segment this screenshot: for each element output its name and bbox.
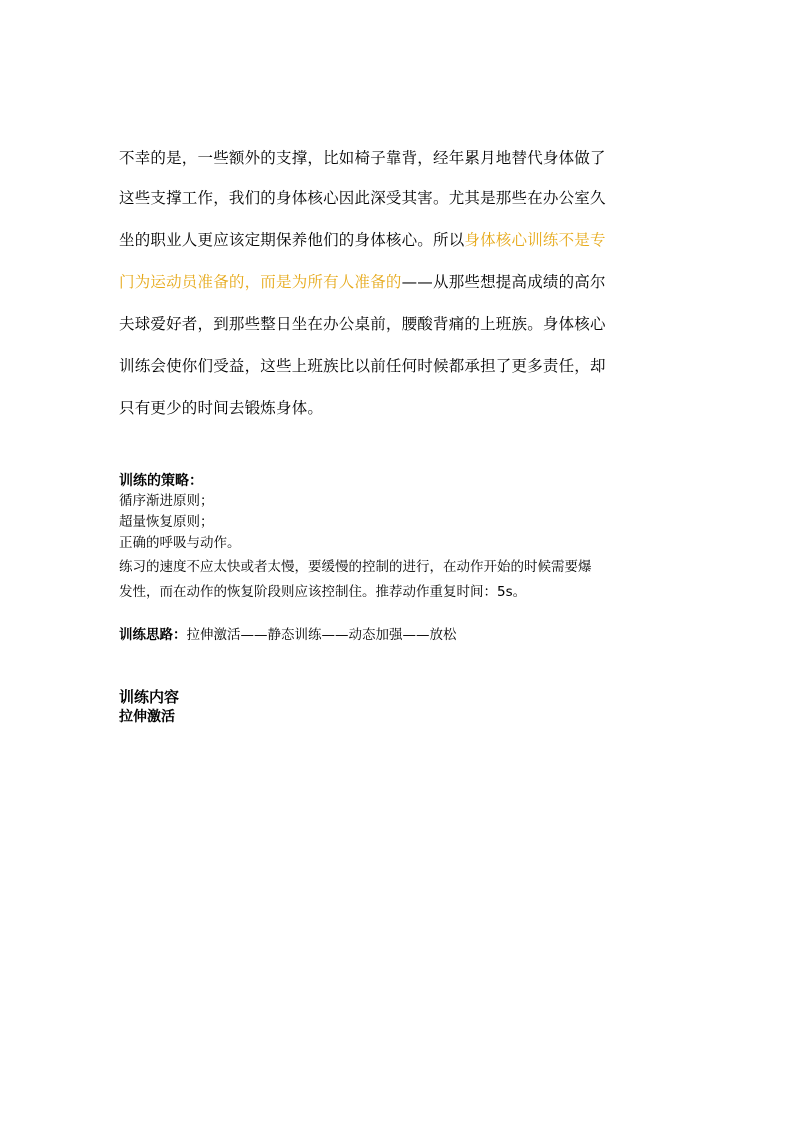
content-subtitle: 拉伸激活 [119, 709, 175, 725]
strategy-item: 超量恢复原则； [119, 514, 214, 530]
highlighted-text: 身体核心训练不是专 [464, 231, 606, 249]
paragraph-text: 坐的职业人更应该定期保养他们的身体核心。所以 [119, 231, 465, 249]
strategy-item: 循序渐进原则； [119, 493, 214, 509]
approach-label: 训练思路： [119, 627, 187, 643]
strategy-note-line: 发性，而在动作的恢复阶段则应该控制住。推荐动作重复时间：5s。 [119, 584, 527, 600]
content-title: 训练内容 [119, 688, 180, 706]
paragraph-text: 这些支撑工作，我们的身体核心因此深受其害。尤其是那些在办公室久 [119, 189, 606, 207]
strategy-item: 正确的呼吸与动作。 [119, 535, 241, 551]
paragraph-text: 夫球爱好者，到那些整日坐在办公桌前，腰酸背痛的上班族。身体核心 [119, 315, 606, 333]
strategy-title: 训练的策略： [119, 473, 203, 489]
paragraph-text: ——从那些想提高成绩的高尔 [401, 273, 606, 291]
approach-line [119, 626, 457, 644]
paragraph-text: 不幸的是，一些额外的支撑，比如椅子靠背，经年累月地替代身体做了 [119, 149, 606, 167]
paragraph-line-4 [119, 272, 679, 292]
paragraph-line-1 [119, 148, 679, 168]
paragraph-text: 只有更少的时间去锻炼身体。 [119, 399, 324, 417]
paragraph-line-3 [119, 230, 679, 250]
paragraph-line-7 [119, 398, 679, 418]
paragraph-text: 训练会使你们受益，这些上班族比以前任何时候都承担了更多责任，却 [119, 357, 606, 375]
highlighted-text: 门为运动员准备的，而是为所有人准备的 [119, 273, 402, 291]
paragraph-line-6 [119, 356, 679, 376]
strategy-note-line: 练习的速度不应太快或者太慢，要缓慢的控制的进行，在动作开始的时候需要爆 [119, 559, 592, 575]
approach-text: 拉伸激活——静态训练——动态加强——放松 [186, 627, 457, 643]
paragraph-line-2 [119, 188, 679, 208]
paragraph-line-5 [119, 314, 679, 334]
